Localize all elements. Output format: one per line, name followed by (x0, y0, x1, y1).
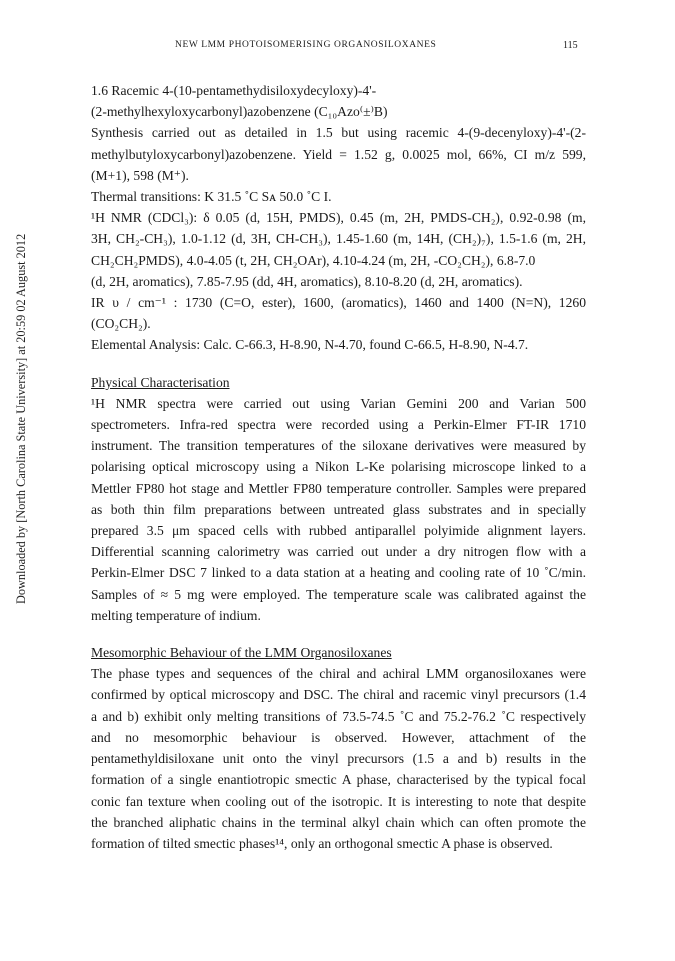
text-line: formation of a single enantiotropic smectic A phase, characterised by the typical focal (91, 772, 586, 788)
text-line: spectrometers. Infra-red spectra were recorded using a Perkin-Elmer FT-IR 1710 (91, 417, 586, 433)
synthesis-paragraph (91, 122, 586, 186)
text-line: Thermal transitions: K 31.5 ˚C Sᴀ 50.0 ˚C I. (91, 189, 332, 205)
text-line: as both thin film preparations between untreated glass substrates and in specially (91, 501, 586, 517)
text-line: (M+1), 598 (M⁺). (91, 167, 189, 183)
text-line: formation of tilted smectic phases¹⁴, only an orthogonal smectic A phase is observed. (91, 835, 553, 851)
text-line: 1.6 Racemic 4-(10-pentamethydisiloxydecyloxy)-4'- (91, 83, 377, 98)
section-heading: Mesomorphic Behaviour of the LMM Organosiloxanes (91, 645, 392, 661)
thermal-transitions (91, 186, 586, 207)
ir-data (91, 292, 586, 334)
text-line: Synthesis carried out as detailed in 1.5 but using racemic 4-(9-decenyloxy)-4'-(2- (91, 125, 586, 141)
text-line: Mettler FP80 hot stage and Mettler FP80 temperature controller. Samples were prepared (91, 480, 586, 496)
text-line: Differential scanning calorimetry was carried out under a dry nitrogen flow with a (91, 544, 586, 560)
section-heading: Physical Characterisation (91, 374, 230, 390)
text-line: and no mesomorphic behaviour is observed. However, attachment of the (91, 729, 586, 745)
mesomorphic-behaviour-paragraph (91, 663, 586, 854)
text-line: Elemental Analysis: Calc. C-66.3, H-8.90, N-4.70, found C-66.5, H-8.90, N-4.7. (91, 337, 529, 353)
text-line: (2-methylhexyloxycarbonyl)azobenzene (C₁₀Azo⁽±⁾B) (91, 104, 388, 120)
text-line: Perkin-Elmer DSC 7 linked to a data station at a heating and cooling rate of 10 ˚C/min. (91, 565, 586, 581)
text-line: IR υ / cm⁻¹ : 1730 (C=O, ester), 1600, (aromatics), 1460 and 1400 (N=N), 1260 (91, 295, 586, 311)
nmr-data (91, 207, 586, 292)
section-1-6 (91, 80, 586, 122)
text-line: Samples of ≈ 5 mg were employed. The temperature scale was calibrated against the (91, 586, 586, 602)
text-line: confirmed by optical microscopy and DSC. The chiral and racemic vinyl precursors (1.4 (91, 687, 586, 703)
text-line: (d, 2H, aromatics), 7.85-7.95 (dd, 4H, aromatics), 8.10-8.20 (d, 2H, aromatics). (91, 273, 523, 289)
download-watermark (0, 0, 30, 961)
text-line: the branched aliphatic chains in the terminal alkyl chain which can often promote the (91, 814, 586, 830)
page-number: 115 (563, 40, 578, 51)
text-line: a and b) exhibit only melting transitions of 73.5-74.5 ˚C and 75.2-76.2 ˚C respectively (91, 708, 586, 724)
text-line: (CO₂CH₂). (91, 316, 151, 332)
text-line: prepared 3.5 μm spaced cells with rubbed antiparallel polyimide alignment layers. (91, 523, 586, 539)
text-line: ¹H NMR spectra were carried out using Varian Gemini 200 and Varian 500 (91, 395, 586, 411)
text-line: conic fan texture when cooling out of the isotropic. It is interesting to note that despite (91, 793, 586, 809)
text-line: pentamethyldisiloxane unit onto the vinyl precursors (1.5 a and b) results in the (91, 751, 586, 767)
text-line: ¹H NMR (CDCl₃): δ 0.05 (d, 15H, PMDS), 0.45 (m, 2H, PMDS-CH₂), 0.92-0.98 (m, (91, 210, 586, 226)
text-line: The phase types and sequences of the chiral and achiral LMM organosiloxanes were (91, 666, 586, 682)
compound-title (91, 80, 586, 122)
page-body (91, 80, 586, 854)
watermark-text: Downloaded by [North Carolina State University] at 20:59 02 August 2012 (14, 233, 28, 604)
text-line: methylbutyloxycarbonyl)azobenzene. Yield = 1.52 g, 0.0025 mol, 66%, CI m/z 599, (91, 146, 586, 162)
text-line: CH₂CH₂PMDS), 4.0-4.05 (t, 2H, CH₂OAr), 4.10-4.24 (m, 2H, -CO₂CH₂), 6.8-7.0 (91, 252, 536, 268)
running-title: NEW LMM PHOTOISOMERISING ORGANOSILOXANES (175, 40, 437, 50)
text-line: 3H, CH₂-CH₃), 1.0-1.12 (d, 3H, CH-CH₃), 1.45-1.60 (m, 14H, (CH₂)₇), 1.5-1.6 (m, 2H, (91, 231, 586, 247)
physical-characterisation-paragraph (91, 393, 586, 626)
page-header (0, 40, 675, 56)
text-line: polarising optical microscopy using a Nikon L-Ke polarising microscope linked to a (91, 459, 586, 475)
text-line: instrument. The transition temperatures of the siloxane derivatives were measured by (91, 438, 586, 454)
elemental-analysis (91, 334, 586, 355)
text-line: melting temperature of indium. (91, 607, 261, 623)
